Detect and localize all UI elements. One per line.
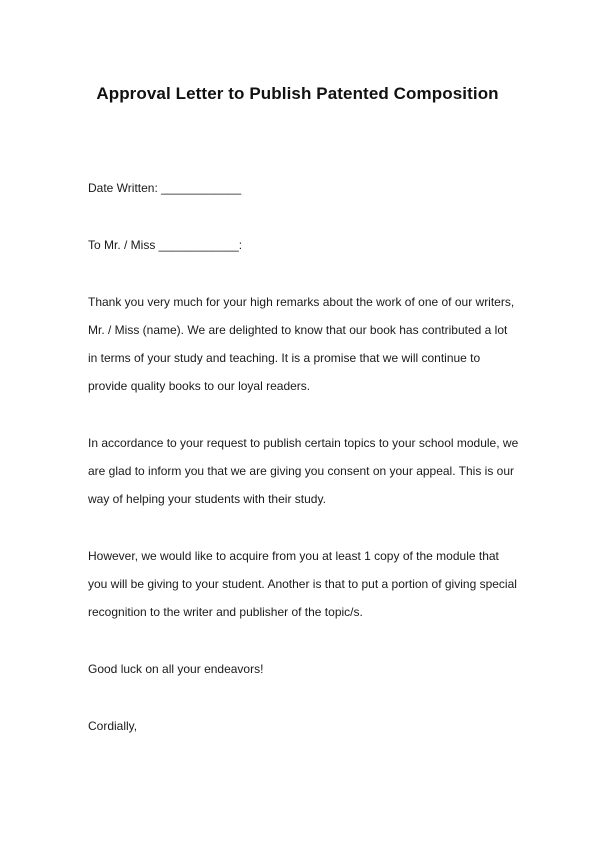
- paragraph-line: you will be giving to your student. Another is that to put a portion of giving special: [88, 577, 517, 591]
- date-line: Date Written: ____________: [88, 181, 242, 195]
- page-title: Approval Letter to Publish Patented Composition: [96, 84, 499, 103]
- paragraph-line: Mr. / Miss (name). We are delighted to know that our book has contributed a lot: [88, 323, 508, 337]
- paragraph-line: provide quality books to our loyal readers.: [88, 379, 311, 393]
- paragraph-line: Thank you very much for your high remarks about the work of one of our writers,: [88, 295, 515, 309]
- paragraph-line: In accordance to your request to publish certain topics to your school module, we: [88, 436, 519, 450]
- paragraph-line: However, we would like to acquire from you at least 1 copy of the module that: [88, 549, 499, 563]
- paragraph-line: are glad to inform you that we are giving you consent on your appeal. This is our: [88, 464, 515, 478]
- closing-wish: Good luck on all your endeavors!: [88, 662, 264, 676]
- signoff: Cordially,: [88, 719, 138, 733]
- paragraph-line: recognition to the writer and publisher of the topic/s.: [88, 605, 363, 619]
- paragraph-line: way of helping your students with their study.: [88, 492, 326, 506]
- paragraph-line: in terms of your study and teaching. It is a promise that we will continue to: [88, 351, 481, 365]
- recipient-line: To Mr. / Miss ____________:: [88, 238, 243, 252]
